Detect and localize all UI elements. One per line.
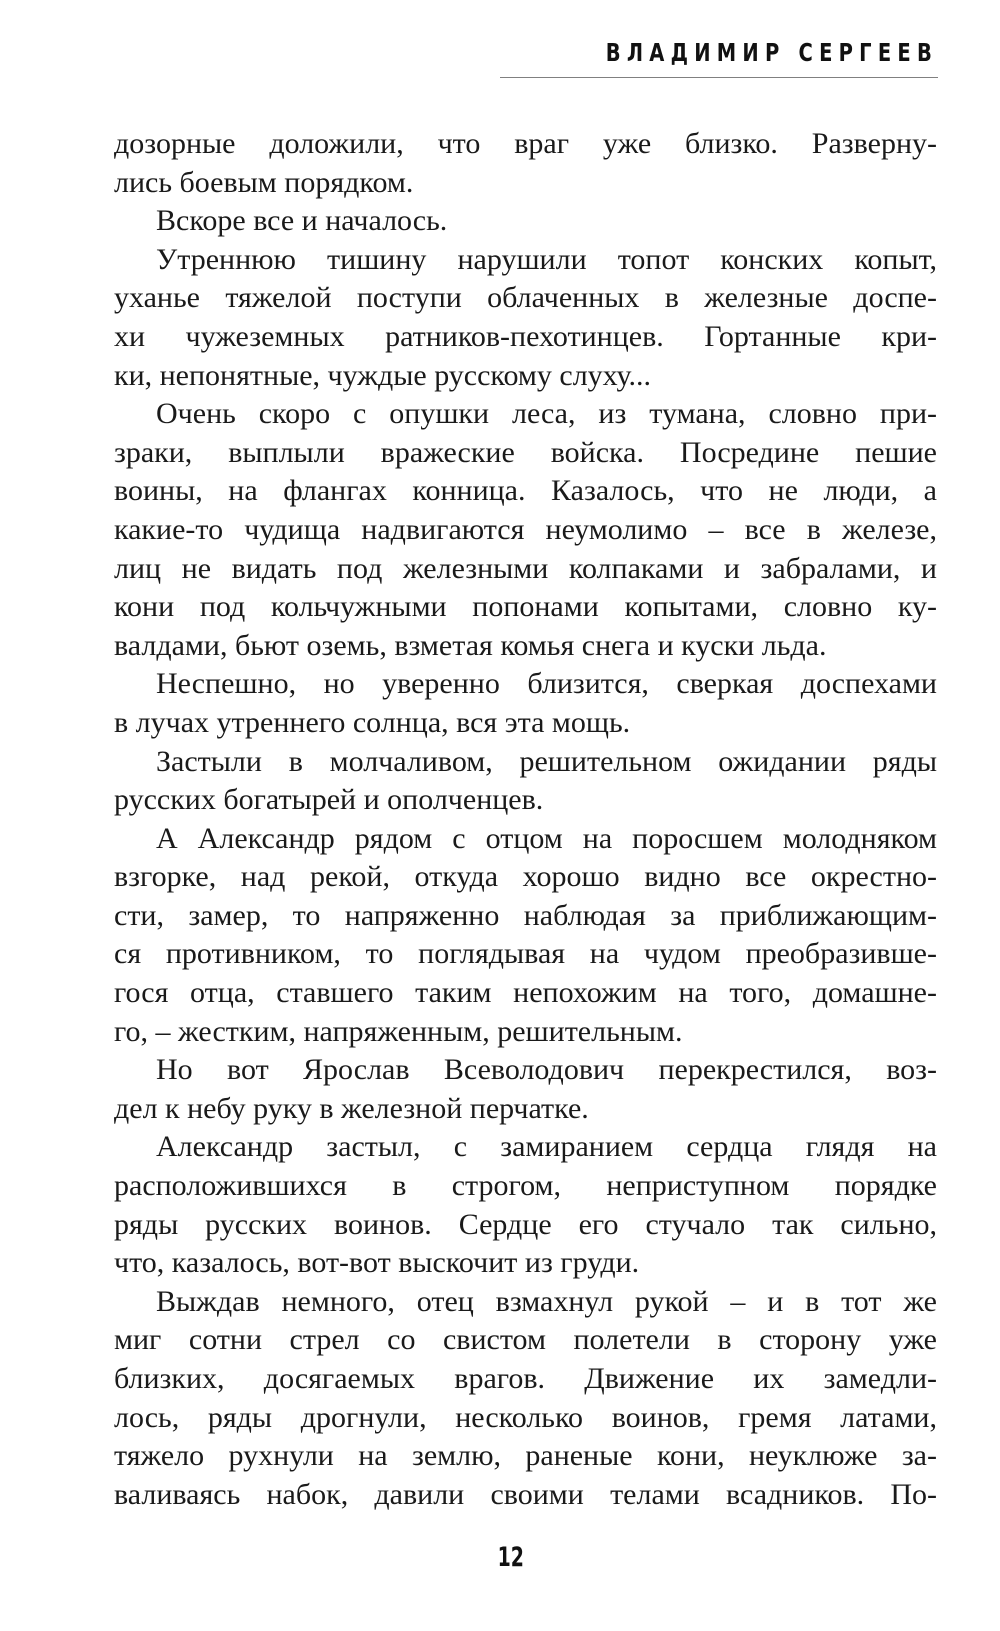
text-line: Неспешно, но уверенно близится, сверкая доспехами [156,667,937,701]
text-line: сти, замер, то напряженно наблюдая за приближающим- [114,898,937,932]
text-line: го, – жестким, напряженным, решительным. [114,1014,683,1048]
header-rule [500,77,938,78]
text-line: Вскоре все и началось. [156,204,448,238]
paragraph [114,1051,937,1128]
text-line: Очень скоро с опушки леса, из тумана, словно при- [156,397,937,431]
text-line: дозорные доложили, что враг уже близко. Разверну- [114,127,937,160]
paragraph [114,395,937,665]
text-line: хи чужеземных ратников-пехотинцев. Гортанные кри- [114,319,937,353]
text-line: тяжело рухнули на землю, раненые кони, неуклюже за- [114,1439,937,1473]
text-line: лись боевым порядком. [114,165,414,199]
text-line: Утреннюю тишину нарушили топот конских копыт, [156,242,937,276]
body-text [114,125,937,1514]
text-line: Застыли в молчаливом, решительном ожидании ряды [156,744,937,778]
text-line: ки, непонятные, чуждые русскому слуху... [114,358,652,392]
paragraph [114,820,937,1052]
text-line: дел к небу руку в железной перчатке. [114,1091,589,1125]
text-line: лось, ряды дрогнули, несколько воинов, гремя латами, [114,1400,937,1434]
text-line: зраки, выплыли вражеские войска. Посредине пешие [114,435,937,469]
paragraph [114,1128,937,1282]
text-line: гося отца, ставшего таким непохожим на того, домашне- [114,976,937,1010]
text-line: кони под кольчужными попонами копытами, словно ку- [114,590,937,624]
paragraph [114,743,937,820]
text-line: близких, досягаемых врагов. Движение их замедли- [114,1362,937,1395]
paragraph [114,125,937,202]
text-line: валиваясь набок, давили своими телами всадников. По- [114,1477,937,1511]
text-line: Александр застыл, с замиранием сердца глядя на [156,1130,937,1164]
text-line: ряды русских воинов. Сердце его стучало так сильно, [114,1207,937,1241]
text-line: что, казалось, вот-вот выскочит из груди. [114,1246,640,1280]
text-line: ся противником, то поглядывая на чудом преобразивше- [114,937,937,971]
text-line: расположившихся в строгом, неприступном порядке [114,1169,937,1203]
paragraph [114,241,937,395]
text-line: воины, на флангах конница. Казалось, что не люди, а [114,474,937,508]
text-line: Выждав немного, отец взмахнул рукой – и в тот же [156,1284,937,1318]
text-line: русских богатырей и ополченцев. [114,783,544,817]
page-number-label: 12 [497,1542,525,1573]
text-line: Но вот Ярослав Всеволодович перекрестился, воз- [156,1053,937,1087]
text-line: в лучах утреннего солнца, вся эта мощь. [114,705,631,739]
page-number [0,1542,1000,1573]
text-line: валдами, бьют оземь, взметая комья снега и куски льда. [114,628,827,662]
text-line: миг сотни стрел со свистом полетели в сторону уже [114,1323,937,1357]
text-line: лиц не видать под железными колпаками и забралами, и [114,551,937,585]
paragraph [114,665,937,742]
running-head: ВЛАДИМИР СЕРГЕЕВ [605,38,938,67]
text-line: уханье тяжелой поступи облаченных в железные доспе- [114,281,937,315]
paragraph [114,1283,937,1515]
paragraph [114,202,937,241]
text-line: А Александр рядом с отцом на поросшем молодняком [156,821,937,855]
text-line: взгорке, над рекой, откуда хорошо видно все окрестно- [114,860,937,894]
text-line: какие-то чудища надвигаются неумолимо – все в железе, [114,512,937,546]
